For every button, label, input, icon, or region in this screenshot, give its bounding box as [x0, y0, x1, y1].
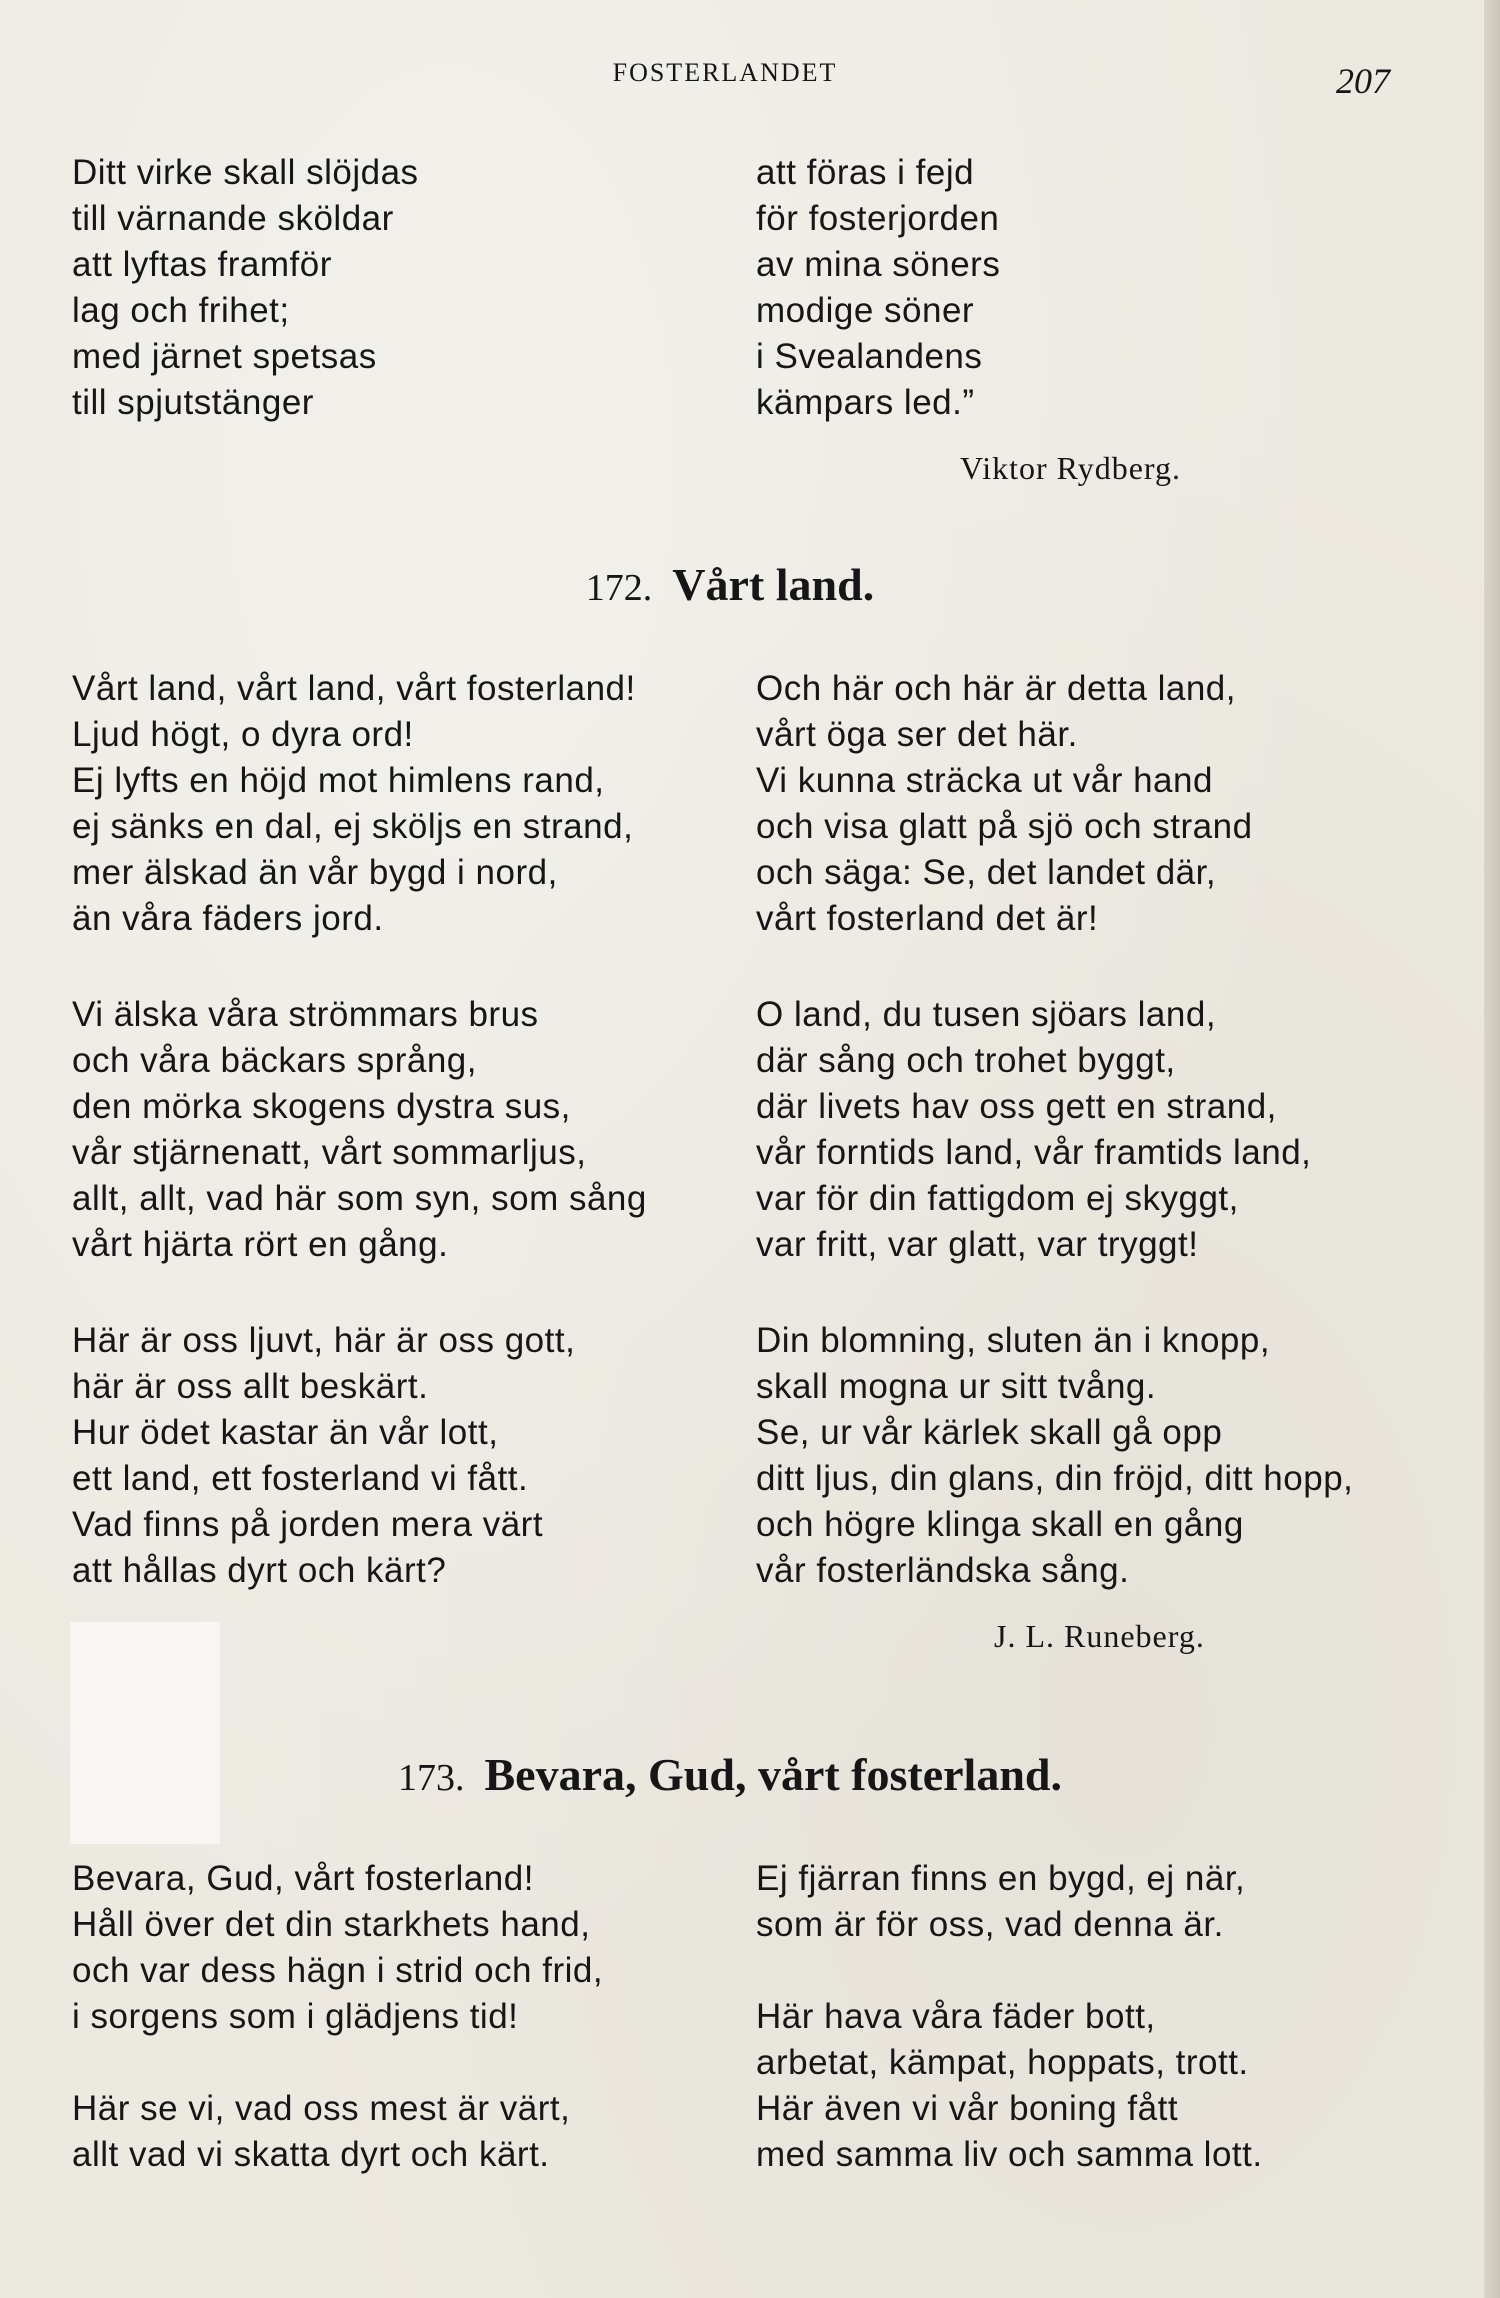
poem-title: Vårt land. [672, 559, 875, 610]
verse-line: Vårt land, vårt land, vårt fosterland! [72, 669, 636, 708]
stanza [72, 992, 647, 1268]
verse-line: för fosterjorden [756, 199, 1000, 238]
poem-number: 173. [397, 1757, 465, 1799]
verse-line: Ljud högt, o dyra ord! [72, 715, 414, 754]
poem-heading [0, 1748, 1460, 1801]
verse-line: att föras i fejd [756, 153, 975, 192]
verse-line: den mörka skogens dystra sus, [72, 1087, 571, 1126]
stanza [756, 1994, 1263, 2178]
verse-line: Vad finns på jorden mera värt [72, 1505, 544, 1544]
verse-line: vårt fosterland det är! [756, 899, 1099, 938]
verse-line: mer älskad än vår bygd i nord, [72, 853, 558, 892]
verse-line: att lyftas framför [72, 245, 332, 284]
verse-line: än våra fäders jord. [72, 899, 384, 938]
verse-line: och visa glatt på sjö och strand [756, 807, 1253, 846]
verse-line: vår stjärnenatt, vårt sommarljus, [72, 1133, 587, 1172]
verse-line: vårt öga ser det här. [756, 715, 1078, 754]
verse-line: ditt ljus, din glans, din fröjd, ditt hopp, [756, 1459, 1354, 1498]
verse-line: Och här och här är detta land, [756, 669, 1236, 708]
verse-line: Din blomning, sluten än i knopp, [756, 1321, 1271, 1360]
verse-line: Här även vi vår boning fått [756, 2089, 1179, 2128]
verse-line: allt, allt, vad här som syn, som sång [72, 1179, 647, 1218]
verse-line: Ej fjärran finns en bygd, ej när, [756, 1859, 1246, 1898]
author-attribution: J. L. Runeberg. [994, 1618, 1205, 1654]
verse-line: till värnande sköldar [72, 199, 394, 238]
paper-repair-patch [70, 1622, 220, 1844]
verse-line: vårt hjärta rört en gång. [72, 1225, 449, 1264]
stanza [72, 1856, 603, 2040]
running-header: FOSTERLANDET [612, 58, 838, 87]
stanza [756, 1318, 1353, 1594]
verse-line: arbetat, kämpat, hoppats, trott. [756, 2043, 1249, 2082]
stanza [72, 2086, 570, 2178]
verse-line: att hållas dyrt och kärt? [72, 1551, 447, 1590]
verse-line: Hur ödet kastar än vår lott, [72, 1413, 499, 1452]
verse-line: Ditt virke skall slöjdas [72, 153, 419, 192]
poem-heading [0, 558, 1460, 611]
verse-line: här är oss allt beskärt. [72, 1367, 429, 1406]
verse-line: där livets hav oss gett en strand, [756, 1087, 1277, 1126]
author-attribution: Viktor Rydberg. [960, 450, 1181, 486]
verse-line: Ej lyfts en höjd mot himlens rand, [72, 761, 605, 800]
verse-line: i sorgens som i glädjens tid! [72, 1997, 519, 2036]
verse-line: ett land, ett fosterland vi fått. [72, 1459, 529, 1498]
verse-line: kämpars led.” [756, 383, 975, 422]
verse-line: var fritt, var glatt, var tryggt! [756, 1225, 1199, 1264]
page-number: 207 [1336, 61, 1390, 101]
verse-line: i Svealandens [756, 337, 983, 376]
verse-line: allt vad vi skatta dyrt och kärt. [72, 2135, 550, 2174]
verse-line: Här hava våra fäder bott, [756, 1997, 1156, 2036]
verse-line: Här se vi, vad oss mest är värt, [72, 2089, 571, 2128]
verse-line: O land, du tusen sjöars land, [756, 995, 1217, 1034]
poem-171-left-column [72, 150, 419, 426]
verse-line: där sång och trohet byggt, [756, 1041, 1176, 1080]
verse-line: av mina söners [756, 245, 1001, 284]
page-edge [1484, 0, 1500, 2298]
verse-line: var för din fattigdom ej skyggt, [756, 1179, 1239, 1218]
verse-line: med samma liv och samma lott. [756, 2135, 1263, 2174]
verse-line: Håll över det din starkhets hand, [72, 1905, 591, 1944]
verse-line: vår fosterländska sång. [756, 1551, 1130, 1590]
stanza [756, 666, 1253, 942]
verse-line: skall mogna ur sitt tvång. [756, 1367, 1157, 1406]
verse-line: Se, ur vår kärlek skall gå opp [756, 1413, 1223, 1452]
verse-line: till spjutstänger [72, 383, 314, 422]
stanza [756, 992, 1311, 1268]
verse-line: vår forntids land, vår framtids land, [756, 1133, 1312, 1172]
verse-line: och våra bäckars språng, [72, 1041, 477, 1080]
stanza [72, 666, 636, 942]
verse-line: ej sänks en dal, ej sköljs en strand, [72, 807, 634, 846]
verse-line: och säga: Se, det landet där, [756, 853, 1217, 892]
verse-line: och var dess hägn i strid och frid, [72, 1951, 604, 1990]
verse-line: Vi kunna sträcka ut vår hand [756, 761, 1213, 800]
poem-number: 172. [585, 567, 653, 609]
verse-line: modige söner [756, 291, 975, 330]
verse-line: lag och frihet; [72, 291, 290, 330]
verse-line: Bevara, Gud, vårt fosterland! [72, 1859, 534, 1898]
poem-171-right-column [756, 150, 1000, 426]
verse-line: och högre klinga skall en gång [756, 1505, 1244, 1544]
verse-line: Här är oss ljuvt, här är oss gott, [72, 1321, 576, 1360]
stanza [756, 1856, 1245, 1948]
verse-line: Vi älska våra strömmars brus [72, 995, 539, 1034]
stanza [72, 1318, 575, 1594]
verse-line: som är för oss, vad denna är. [756, 1905, 1224, 1944]
poem-title: Bevara, Gud, vårt fosterland. [484, 1749, 1062, 1800]
verse-line: med järnet spetsas [72, 337, 377, 376]
